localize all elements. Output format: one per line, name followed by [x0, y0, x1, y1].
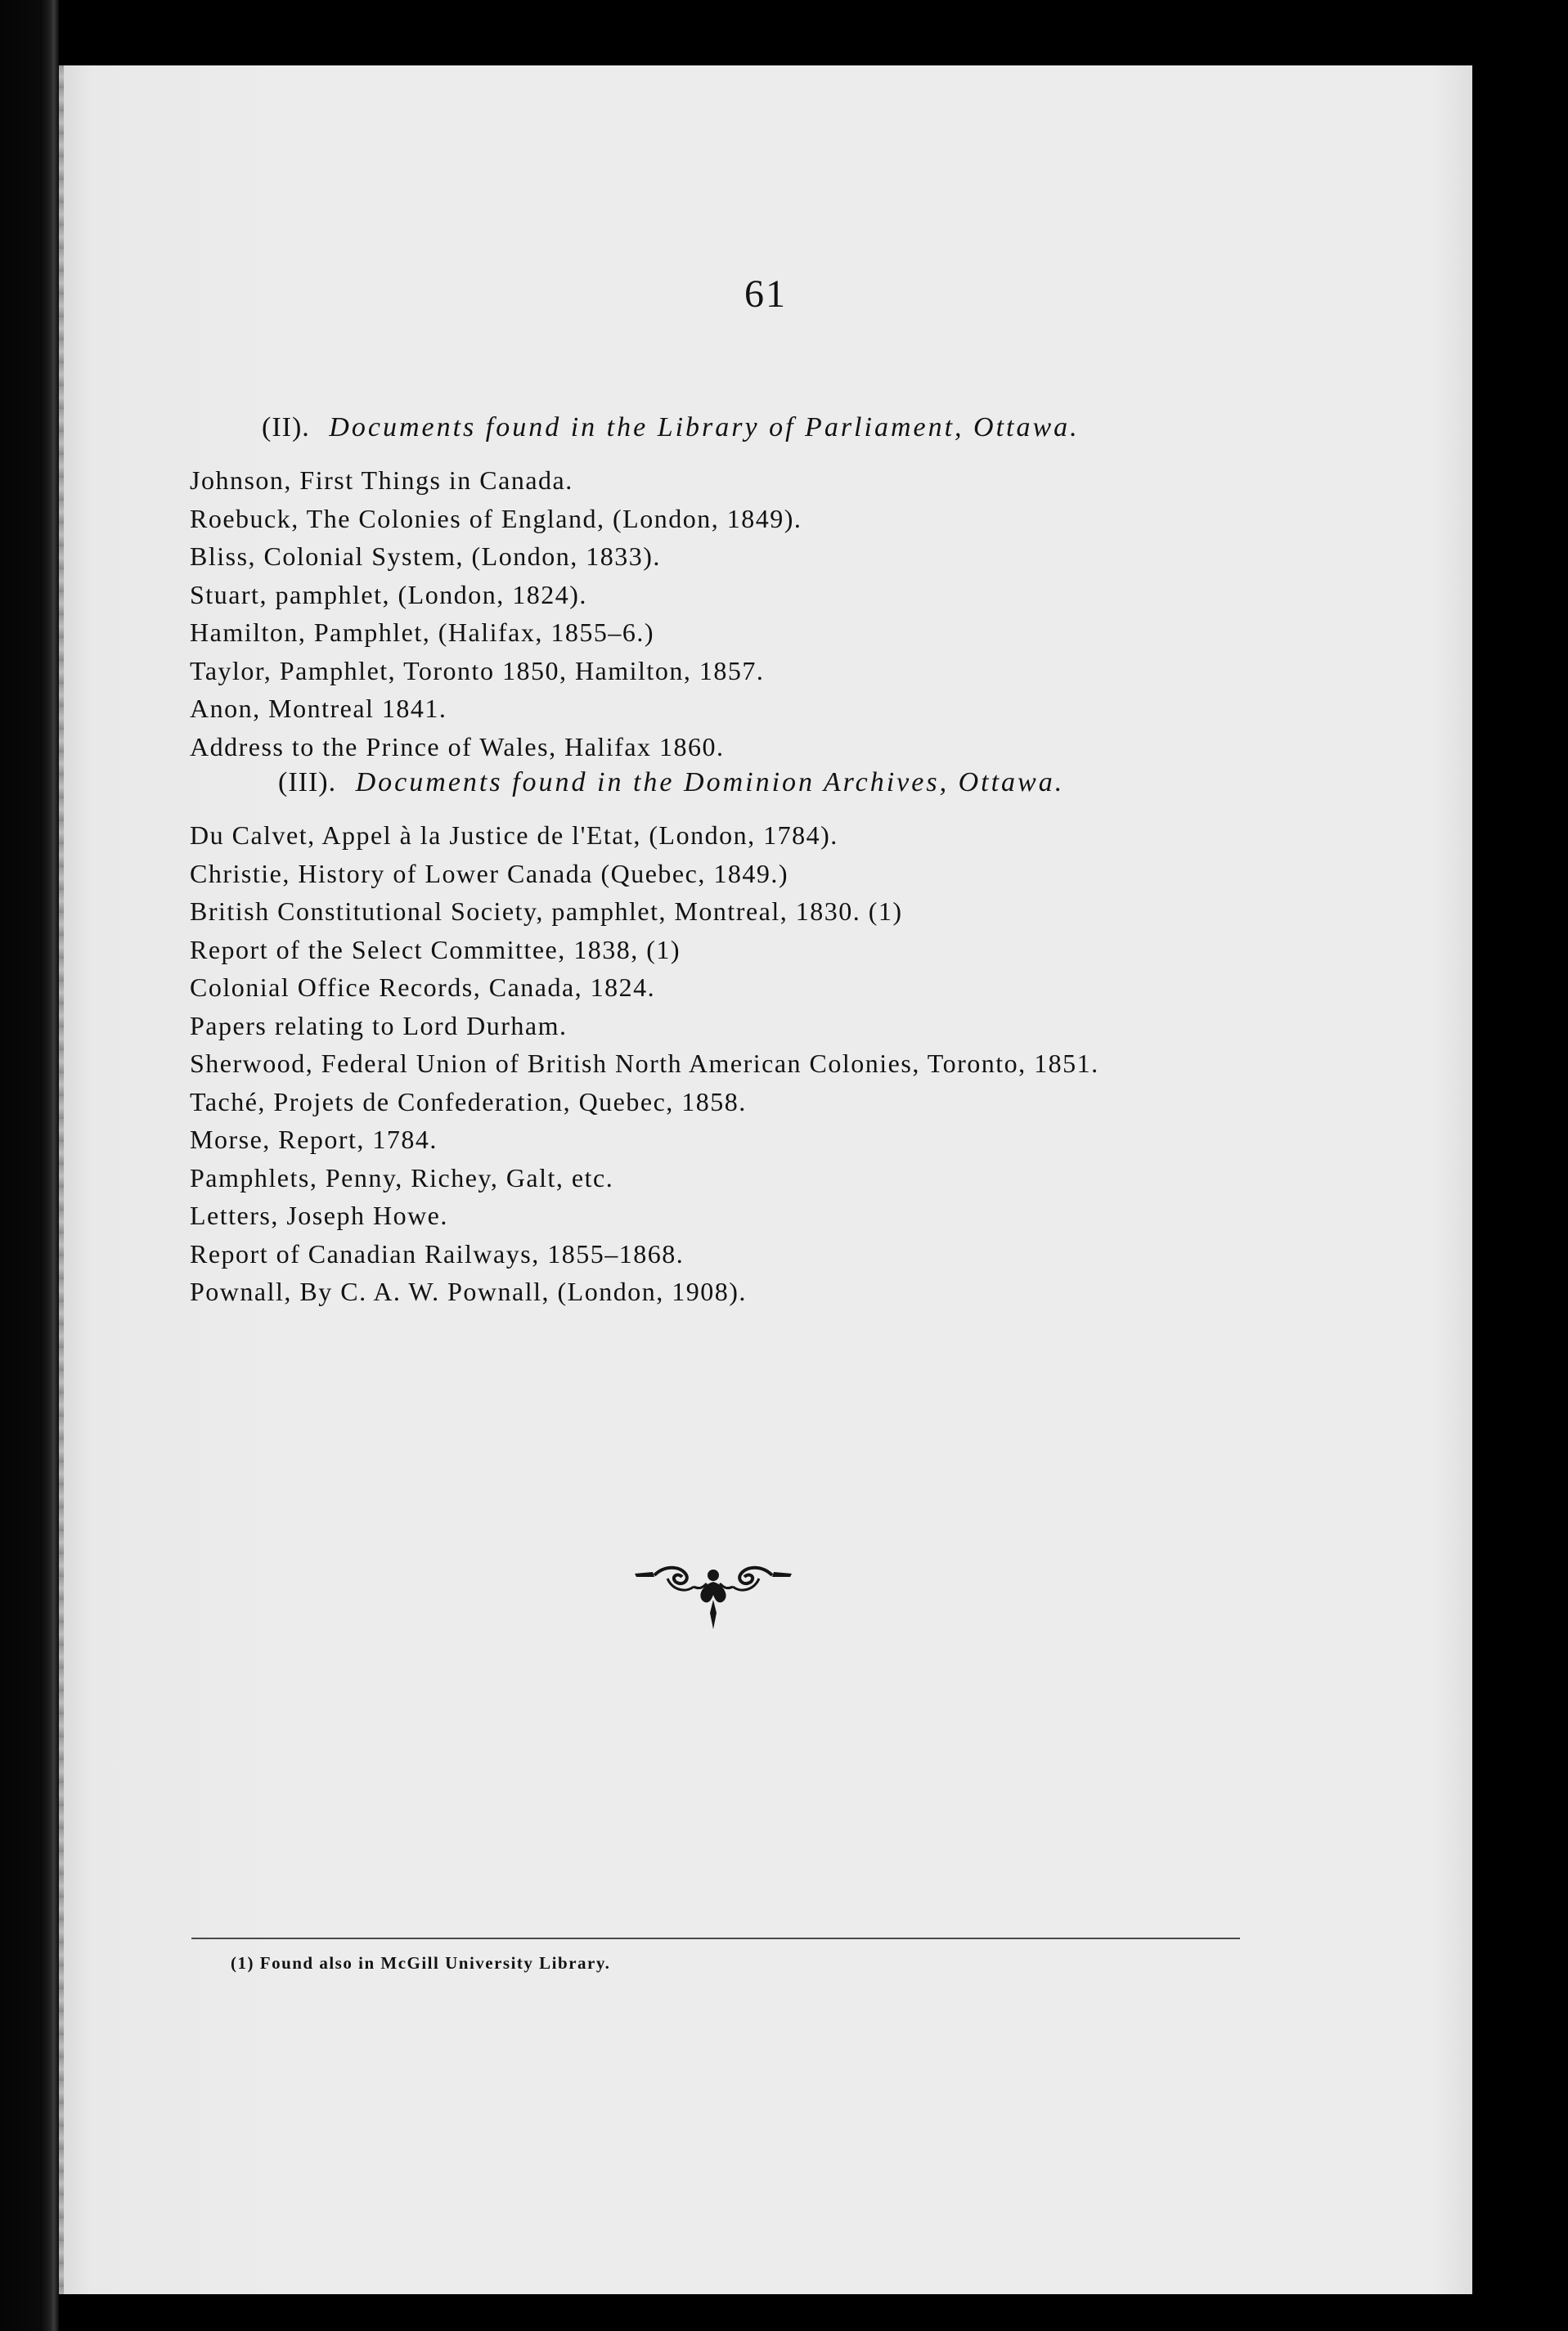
list-item: Roebuck, The Colonies of England, (London, 1849). [190, 503, 802, 533]
list-item: Morse, Report, 1784. [190, 1125, 438, 1154]
section-iii-title: Documents found in the Dominion Archives, Ottawa. [355, 767, 1065, 797]
list-item: Sherwood, Federal Union of British North American Colonies, Toronto, 1851. [190, 1049, 1099, 1078]
footnote: (1) Found also in McGill University Library. [231, 1953, 611, 1973]
scan-left-edge [0, 0, 59, 2331]
list-item: Hamilton, Pamphlet, (Halifax, 1855–6.) [190, 618, 655, 647]
list-item: Bliss, Colonial System, (London, 1833). [190, 541, 661, 571]
page-gutter [59, 65, 64, 2294]
list-item: Letters, Joseph Howe. [190, 1201, 448, 1230]
list-item: Pownall, By C. A. W. Pownall, (London, 1908). [190, 1277, 747, 1306]
section-ii-list [190, 461, 802, 766]
list-item: Anon, Montreal 1841. [190, 694, 447, 723]
section-iii-heading [278, 767, 1064, 798]
list-item: Address to the Prince of Wales, Halifax 1860. [190, 731, 725, 761]
list-item: Report of Canadian Railways, 1855–1868. [190, 1238, 685, 1269]
list-item: Stuart, pamphlet, (London, 1824). [190, 579, 587, 609]
section-iii-list [190, 816, 1099, 1311]
list-item: Taylor, Pamphlet, Toronto 1850, Hamilton, 1857. [190, 655, 765, 685]
list-item: Johnson, First Things in Canada. [190, 465, 573, 495]
floral-ornament-icon [631, 1554, 795, 1636]
list-item: British Constitutional Society, pamphlet, Montreal, 1830. (1) [190, 896, 903, 926]
section-ii-heading [262, 412, 1080, 443]
list-item: Christie, History of Lower Canada (Quebec, 1849.) [190, 858, 788, 888]
list-item: Pamphlets, Penny, Richey, Galt, etc. [190, 1162, 614, 1192]
list-item: Du Calvet, Appel à la Justice de l'Etat, (London, 1784). [190, 820, 838, 850]
list-item: Report of the Select Committee, 1838, (1) [190, 934, 681, 964]
footnote-divider [191, 1938, 1240, 1939]
section-iii-number: (III). [278, 767, 337, 797]
page-number: 61 [744, 272, 787, 316]
list-item: Colonial Office Records, Canada, 1824. [190, 972, 656, 1002]
list-item: Papers relating to Lord Durham. [190, 1010, 568, 1040]
section-ii-number: (II). [262, 412, 310, 442]
list-item: Taché, Projets de Confederation, Quebec, 1858. [190, 1086, 747, 1116]
book-page [59, 65, 1472, 2294]
section-ii-title: Documents found in the Library of Parliament, Ottawa. [329, 412, 1080, 442]
